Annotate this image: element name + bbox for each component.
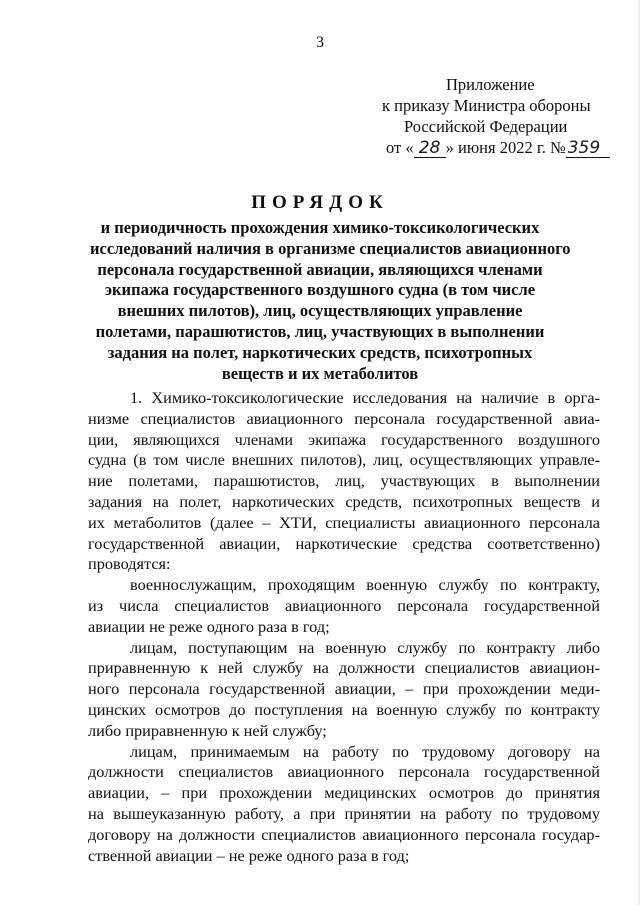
body-line: ции, являющихся членами экипажа государственного воздушного (88, 429, 600, 449)
appendix-block (360, 74, 620, 158)
handwritten-order-number: 359 (566, 139, 610, 158)
subtitle-line: исследований наличия в организме специалистов авиационного (90, 238, 571, 258)
body-line: судна (в том числе внешних пилотов), лиц, осуществляющих управле- (88, 450, 600, 470)
body-line: авиации, – при прохождении медицинских осмотров до принятия (88, 783, 600, 803)
subtitle-line: веществ и их метаболитов (221, 363, 419, 383)
body-line: на вышеуказанную работу, а при принятии на работу по трудовому (88, 803, 600, 823)
document-body (88, 388, 600, 866)
body-line: 1. Химико-токсикологические исследования на наличие в орга- (130, 388, 600, 407)
subtitle-line: экипажа государственного воздушного судна (в том числе (104, 280, 536, 300)
date-prefix: от « (386, 138, 414, 157)
handwritten-day: 28 (414, 139, 446, 158)
body-line: договору на должности специалистов авиационного персонала государ- (88, 824, 600, 844)
body-line: низме специалистов авиационного персонала государственной авиа- (88, 408, 600, 428)
appendix-order-reference: к приказу Министра обороны (382, 96, 591, 115)
appendix-date-line (360, 137, 620, 158)
appendix-country: Российской Федерации (404, 117, 568, 136)
body-line: проводятся: (88, 554, 171, 574)
subtitle-line: полетами, парашютистов, лиц, участвующих в выполнении (95, 321, 545, 341)
document-subtitle (90, 218, 571, 384)
body-line: военнослужащим, проходящим военную службу по контракту, (130, 575, 600, 595)
body-line: ние полетами, парашютистов, лиц, участвующих в выполнении (88, 471, 600, 491)
date-middle: » июня 2022 г. № (445, 138, 566, 157)
body-line: ственной авиации – не реже одного раза в год; (88, 845, 410, 865)
subtitle-line: внешних пилотов), лиц, осуществляющих управление (117, 301, 523, 321)
appendix-heading: Приложение (446, 75, 535, 94)
body-line: цинских осмотров до поступления на военную службу по контракту (88, 699, 600, 719)
body-line: приравненную к ней службу на должности специалистов авиацион- (88, 658, 600, 678)
subtitle-line: задания на полет, наркотических средств, психотропных (107, 342, 533, 362)
subtitle-line: и периодичность прохождения химико-токсикологических (100, 218, 540, 237)
subtitle-line: персонала государственной авиации, являющихся членами (97, 259, 543, 279)
body-line: лицам, поступающим на военную службу по контракту либо (130, 637, 600, 657)
body-line: авиации не реже одного раза в год; (88, 616, 330, 636)
body-line: из числа специалистов авиационного персонала государственной (88, 595, 600, 615)
document-title: ПОРЯДОК (251, 192, 389, 213)
page-number: 3 (316, 34, 324, 51)
body-line: должности специалистов авиационного персонала государственной (88, 762, 600, 782)
body-line: их метаболитов (далее – ХТИ, специалисты авиационного персонала (88, 512, 600, 532)
body-line: задания на полет, наркотических средств, психотропных веществ и (88, 491, 600, 511)
body-line: государственной авиации, наркотические средства соответственно) (88, 533, 600, 553)
body-line: либо приравненную к ней службу; (88, 720, 327, 740)
body-line: ного персонала государственной авиации, – при прохождении меди- (88, 679, 600, 699)
body-line: лицам, принимаемым на работу по трудовому договору на (130, 741, 600, 761)
